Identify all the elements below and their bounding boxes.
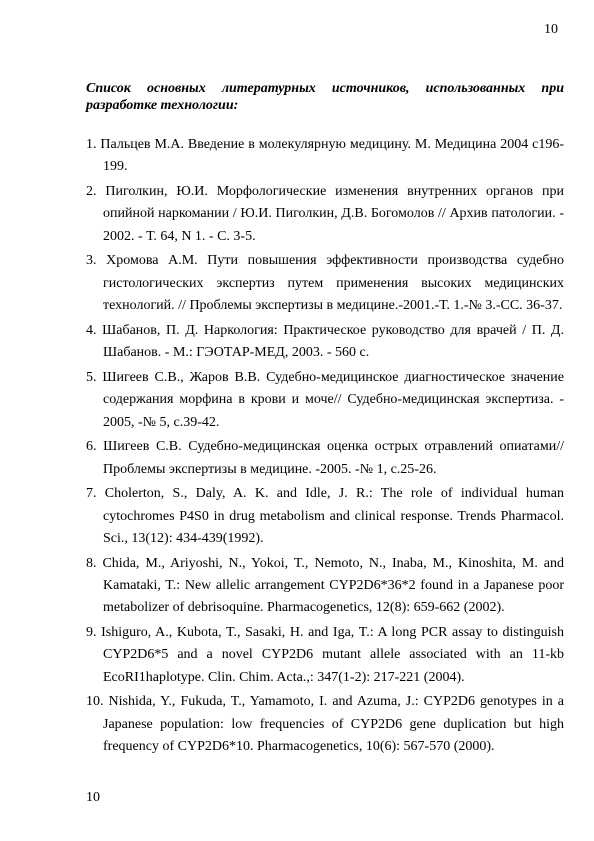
- reference-list: [86, 134, 564, 761]
- reference-item: 7. Cholerton, S., Daly, A. K. and Idle, J. R.: The role of individual human cytochromes P4S0 in drug metabolism and clinical response. Trends Pharmacol. Sci., 13(12): 434-439(1992).: [86, 486, 564, 547]
- reference-item: 4. Шабанов, П. Д. Наркология: Практическое руководство для врачей / П. Д. Шабанов. - М.: ГЭОТАР-МЕД, 2003. - 560 с.: [86, 322, 564, 361]
- page-number-top: 10: [544, 22, 558, 37]
- reference-item: 1. Пальцев М.А. Введение в молекулярную медицину. М. Медицина 2004 с196-199.: [86, 137, 564, 175]
- reference-item: 8. Chida, M., Ariyoshi, N., Yokoi, T., Nemoto, N., Inaba, M., Kinoshita, M. and Kamataki, T.: New allelic arrangement CYP2D6*36*2 found in a Japanese poor metabolizer of debrisoquine. Pharmacogenetics, 12(8): 659-662 (2002).: [86, 555, 564, 616]
- page-number-bottom: 10: [86, 790, 100, 805]
- reference-item: 5. Шигеев С.В., Жаров В.В. Судебно-медицинское диагностическое значение содержания морфина в крови и моче// Судебно-медицинская экспертиза. - 2005, -№ 5, с.39-42.: [86, 369, 564, 430]
- reference-item: 10. Nishida, Y., Fukuda, T., Yamamoto, I. and Azuma, J.: CYP2D6 genotypes in a Japanese population: low frequencies of CYP2D6 gene duplication but high frequency of CYP2D6*10. Pharmacogenetics, 10(6): 567-570 (2000).: [86, 694, 564, 755]
- bibliography-heading: Список основных литературных источников, использованных при разработке технологии:: [86, 81, 564, 113]
- reference-item: 3. Хромова А.М. Пути повышения эффективности производства судебно гистологических экспертиз путем применения высоких медицинских технологий. // Проблемы экспертизы в медицине.-2001.-Т. 1.-№ 3.-СС. 36-37.: [86, 253, 564, 314]
- reference-item: 9. Ishiguro, A., Kubota, T., Sasaki, H. and Iga, T.: A long PCR assay to distinguish CYP2D6*5 and a novel CYP2D6 mutant allele associated with an 11-kb EcoRI1haplotype. Clin. Chim. Acta.,: 347(1-2): 217-221 (2004).: [86, 625, 564, 685]
- reference-item: 2. Пиголкин, Ю.И. Морфологические изменения внутренних органов при опийной наркомании / Ю.И. Пиголкин, Д.В. Богомолов // Архив патологии. - 2002. - Т. 64, N 1. - С. 3-5.: [86, 184, 564, 244]
- reference-item: 6. Шигеев С.В. Судебно-медицинская оценка острых отравлений опиатами// Проблемы экспертизы в медицине. -2005. -№ 1, с.25-26.: [86, 439, 564, 477]
